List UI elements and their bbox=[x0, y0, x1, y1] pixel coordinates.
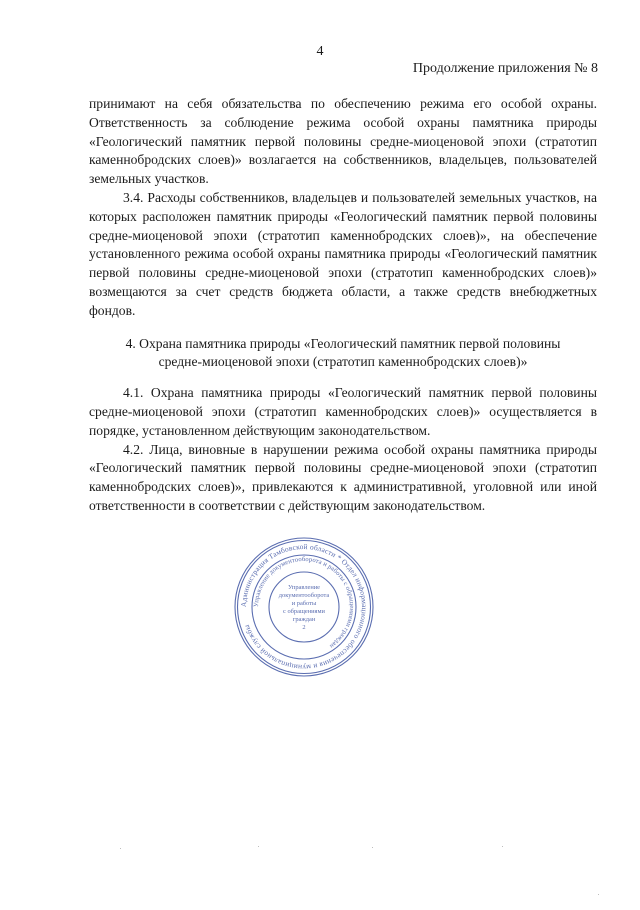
page-number: 4 bbox=[316, 44, 324, 59]
scan-dots bbox=[0, 820, 640, 910]
official-seal-stamp bbox=[232, 535, 376, 679]
section-4-heading-line-2: средне-миоценовой эпохи (стратотип каменнобродских слоев)» bbox=[158, 354, 528, 370]
paragraph-3-4: 3.4. Расходы собственников, владельцев и пользователей земельных участков, на которых расположен памятник природы «Геологический памятник первой половины средне-миоценовой эпохи (стратотип каменнобродских слоев)», на обеспечение установленного режима особой охраны памятника природы «Геологический памятник первой половины средне-миоценовой эпохи (стратотип каменнобродских слоев)» возмещаются за счет средств бюджета области, а также средств внебюджетных фондов. bbox=[89, 189, 597, 318]
svg-text:Управление документооборота и: Управление документооборота и работы с обращениями граждан bbox=[252, 555, 356, 650]
seal-center-line: граждан bbox=[292, 616, 316, 623]
seal-center-line: с обращениями bbox=[283, 608, 325, 615]
paragraph-4-1: 4.1. Охрана памятника природы «Геологический памятник первой половины средне-миоценовой эпохи (стратотип каменнобродских слоев)» осуществляется в порядке, установленном действующим законодательством. bbox=[89, 385, 597, 438]
paragraph-responsibility: принимают на себя обязательства по обеспечению режима его особой охраны. Ответственность за соблюдение режима особой охраны памятника природы «Геологический памятник первой половины средне-миоценовой эпохи (стратотип каменнобродских слоев)» возлагается на собственников, владельцев, пользователей земельных участков. bbox=[89, 96, 597, 187]
scan-artifacts bbox=[0, 820, 640, 910]
annex-continuation-label: Продолжение приложения № 8 bbox=[412, 61, 598, 76]
seal-center-line: и работы bbox=[291, 600, 317, 607]
seal-center-line: Управление bbox=[287, 584, 321, 591]
seal-graphic bbox=[232, 535, 376, 679]
section-4-heading-line-1: 4. Охрана памятника природы «Геологический памятник первой половины bbox=[125, 335, 561, 351]
seal-center-line: документооборота bbox=[278, 592, 330, 599]
seal-center-line: 2 bbox=[302, 624, 306, 631]
section-4-heading bbox=[89, 335, 597, 373]
svg-text:Администрация Тамбовской облас: Администрация Тамбовской области * Отдел информационного обеспечения и муниципальной службы bbox=[238, 541, 370, 673]
paragraph-4-2: 4.2. Лица, виновные в нарушении режима особой охраны памятника природы «Геологический памятник первой половины средне-миоценовой эпохи (стратотип каменнобродских слоев)», привлекаются к административной, уголовной или иной ответственности в соответствии с действующим законодательством. bbox=[89, 441, 597, 513]
document-body bbox=[89, 95, 597, 516]
